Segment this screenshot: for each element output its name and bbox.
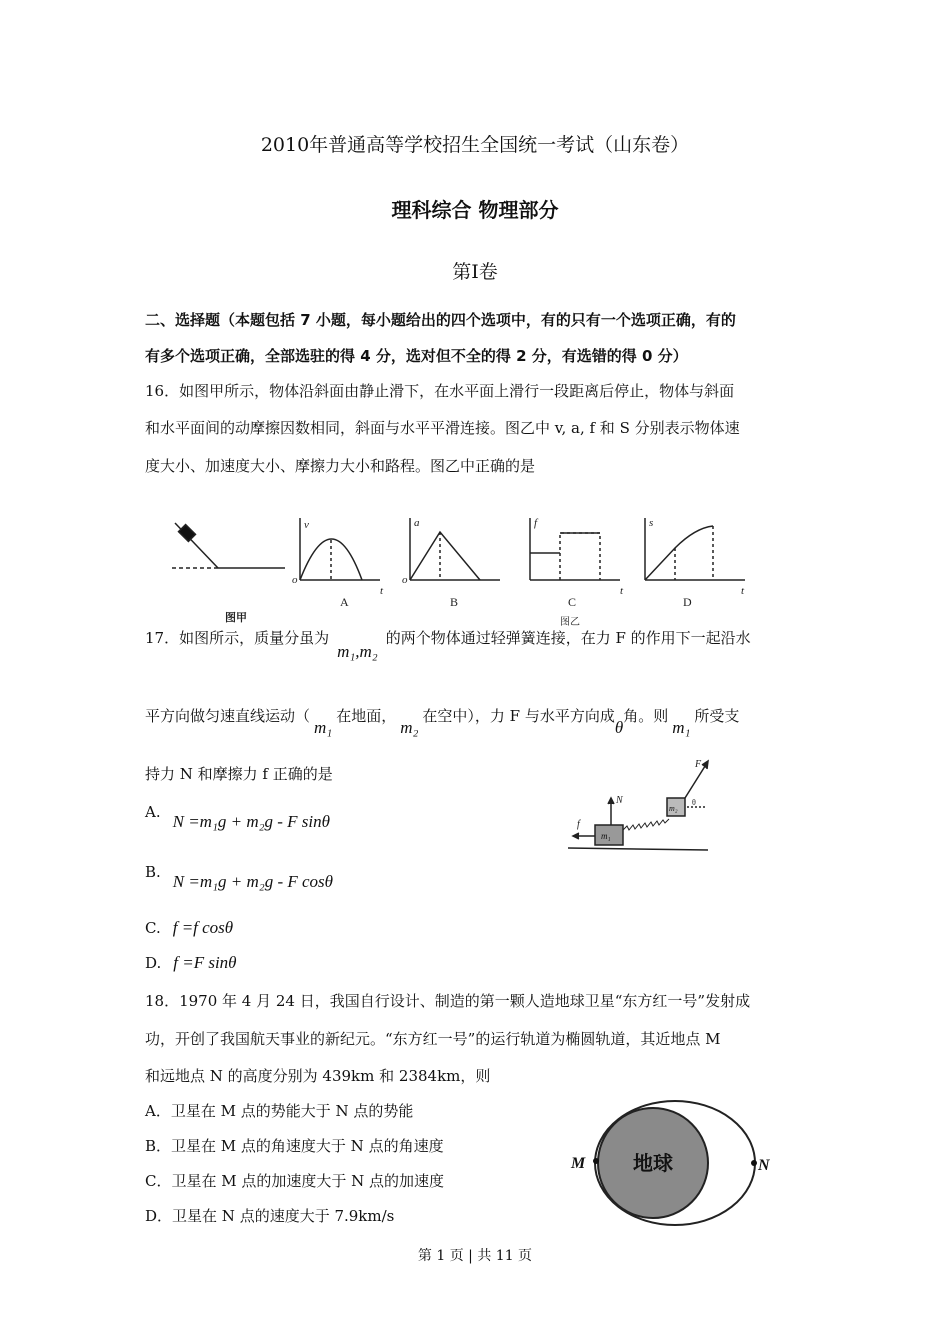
page-footer: 第 1 页 | 共 11 页: [417, 1248, 533, 1264]
graph-b-label: B: [450, 595, 459, 609]
svg-text:o: o: [402, 574, 408, 586]
q17-option-b: B. N =m₁g + m₂g - F cosθ: [145, 863, 334, 891]
q17-option-d: D. f =F sinθ: [145, 953, 237, 972]
subtitle: 理科综合 物理部分: [391, 198, 559, 222]
q18-option-a: A．卫星在 M 点的势能大于 N 点的势能: [145, 1102, 414, 1120]
graph-d: [645, 517, 745, 609]
volume-heading: 第Ⅰ卷: [452, 261, 498, 283]
q18-option-b: B．卫星在 M 点的角速度大于 N 点的角速度: [145, 1137, 444, 1155]
graph-a: [292, 518, 384, 609]
svg-text:f: f: [534, 517, 538, 529]
q18-line-1: 18．1970 年 4 月 24 日，我国自行设计、制造的第一颗人造地球卫星“东方红一号”发射成: [145, 992, 751, 1010]
q18-line-3: 和远地点 N 的高度分别为 439km 和 2384km，则: [145, 1067, 491, 1085]
svg-text:m₂: m₂: [669, 804, 678, 813]
q16-line-3: 度大小、加速度大小、摩擦力大小和路程。图乙中正确的是: [145, 457, 536, 475]
svg-text:t: t: [620, 585, 624, 597]
graph-b: [402, 517, 500, 609]
svg-text:t: t: [380, 585, 384, 597]
q17-line-1: 17．如图所示，质量分虽为m₁,m₂的两个物体通过轻弹簧连接，在力 F 的作用下一起沿水: [145, 629, 751, 661]
q17-figure: [565, 755, 715, 855]
svg-text:v: v: [304, 519, 309, 531]
section-instructions-1: 二、选择题（本题包括 7 小题，每小题给出的四个选项中，有的只有一个选项正确，有的: [145, 311, 736, 329]
svg-text:F: F: [695, 759, 702, 770]
svg-text:N: N: [616, 795, 623, 806]
q17-line-3: 持力 N 和摩擦力 f 正确的是: [145, 765, 333, 783]
q18-option-c: C．卫星在 M 点的加速度大于 N 点的加速度: [145, 1172, 445, 1190]
incline-figure: [172, 523, 285, 624]
graph-a-label: A: [340, 595, 349, 609]
q18-line-2: 功，开创了我国航天事业的新纪元。“东方红一号”的运行轨道为椭圆轨道，其近地点 M: [145, 1030, 721, 1048]
point-n-label: N: [758, 1157, 770, 1174]
q18-option-d: D．卫星在 N 点的速度大于 7.9km/s: [145, 1207, 395, 1225]
fig-jia-label: 图甲: [225, 612, 247, 624]
point-m-label: M: [571, 1155, 586, 1172]
graph-c-label: C: [568, 595, 577, 609]
q17-option-c: C. f =f cosθ: [145, 918, 234, 937]
svg-text:a: a: [414, 517, 420, 529]
q16-figure: [160, 508, 760, 633]
q18-orbit-figure: [565, 1095, 780, 1235]
graph-d-label: D: [683, 595, 692, 609]
svg-text:θ: θ: [692, 798, 696, 807]
svg-text:o: o: [292, 574, 298, 586]
svg-text:f: f: [577, 819, 580, 830]
section-instructions-2: 有多个选项正确，全部选驻的得 4 分，选对但不全的得 2 分，有选错的得 0 分）: [145, 347, 688, 365]
q16-line-2: 和水平面间的动摩擦因数相同，斜面与水平平滑连接。图乙中 v, a, f 和 S 分别表示物体速: [145, 419, 740, 437]
svg-text:m₁: m₁: [601, 831, 611, 841]
svg-text:s: s: [649, 517, 654, 529]
exam-title: 2010年普通高等学校招生全国统一考试（山东卷）: [260, 134, 690, 156]
q16-line-1: 16．如图甲所示，物体沿斜面由静止滑下，在水平面上滑行一段距离后停止，物体与斜面: [145, 382, 735, 400]
fig-yi-label: 图乙: [560, 617, 580, 628]
earth-label: 地球: [633, 1153, 673, 1175]
graph-c: [530, 517, 624, 628]
q17-option-a: A. N =m₁g + m₂g - F sinθ: [145, 803, 331, 831]
svg-text:t: t: [741, 585, 745, 597]
q17-line-2: 平方向做匀速直线运动（m₁在地面，m₂在空中），力 F 与水平方向成θ角。则m₁所受支: [145, 707, 740, 737]
